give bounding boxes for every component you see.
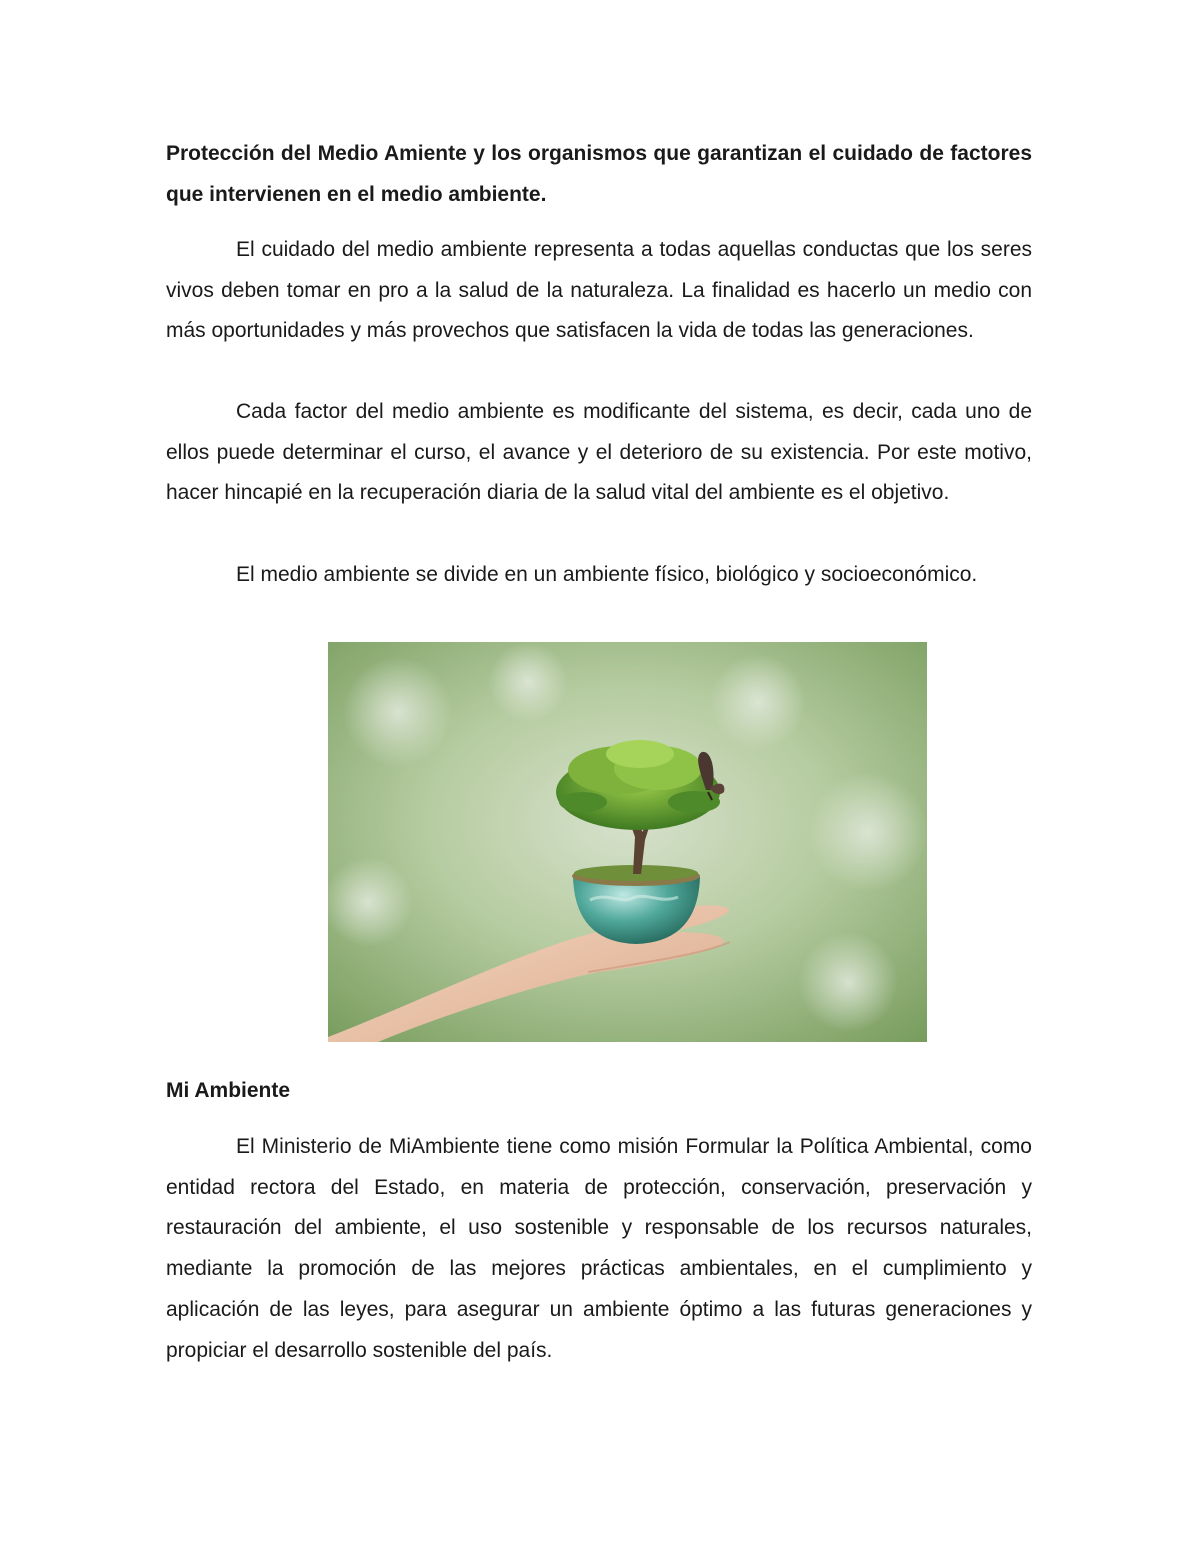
paragraph-2: Cada factor del medio ambiente es modificante del sistema, es decir, cada uno de ellos puede determinar el curso, el avance y el deterioro de su existencia. Por este motivo, hacer hincapié en la recuperación diaria de la salud vital del ambiente es el objetivo. (166, 400, 1032, 505)
environment-photo (328, 642, 927, 1042)
document-page (166, 0, 1032, 1553)
section-title-mi-ambiente: Mi Ambiente (166, 1079, 291, 1102)
paragraph-1: El cuidado del medio ambiente representa a todas aquellas conductas que los seres vivos deben tomar en pro a la salud de la naturaleza. La finalidad es hacerlo un medio con más oportunidades y más provechos que satisfacen la vida de todas las generaciones. (166, 238, 1032, 343)
tree-globe-hands-photo-icon (328, 642, 927, 1042)
paragraph-mi-ambiente: El Ministerio de MiAmbiente tiene como misión Formular la Política Ambiental, como entidad rectora del Estado, en materia de protección, conservación, preservación y restauración del ambiente, el uso sostenible y responsable de los recursos naturales, mediante la promoción de las mejores prácticas ambientales, en el cumplimiento y aplicación de las leyes, para asegurar un ambiente óptimo a las futuras generaciones y propiciar el desarrollo sostenible del país. (166, 1135, 1032, 1362)
document-title: Protección del Medio Amiente y los organismos que garantizan el cuidado de factores que intervienen en el medio ambiente. (166, 142, 1032, 206)
paragraph-3: El medio ambiente se divide en un ambiente físico, biológico y socioeconómico. (236, 563, 978, 586)
